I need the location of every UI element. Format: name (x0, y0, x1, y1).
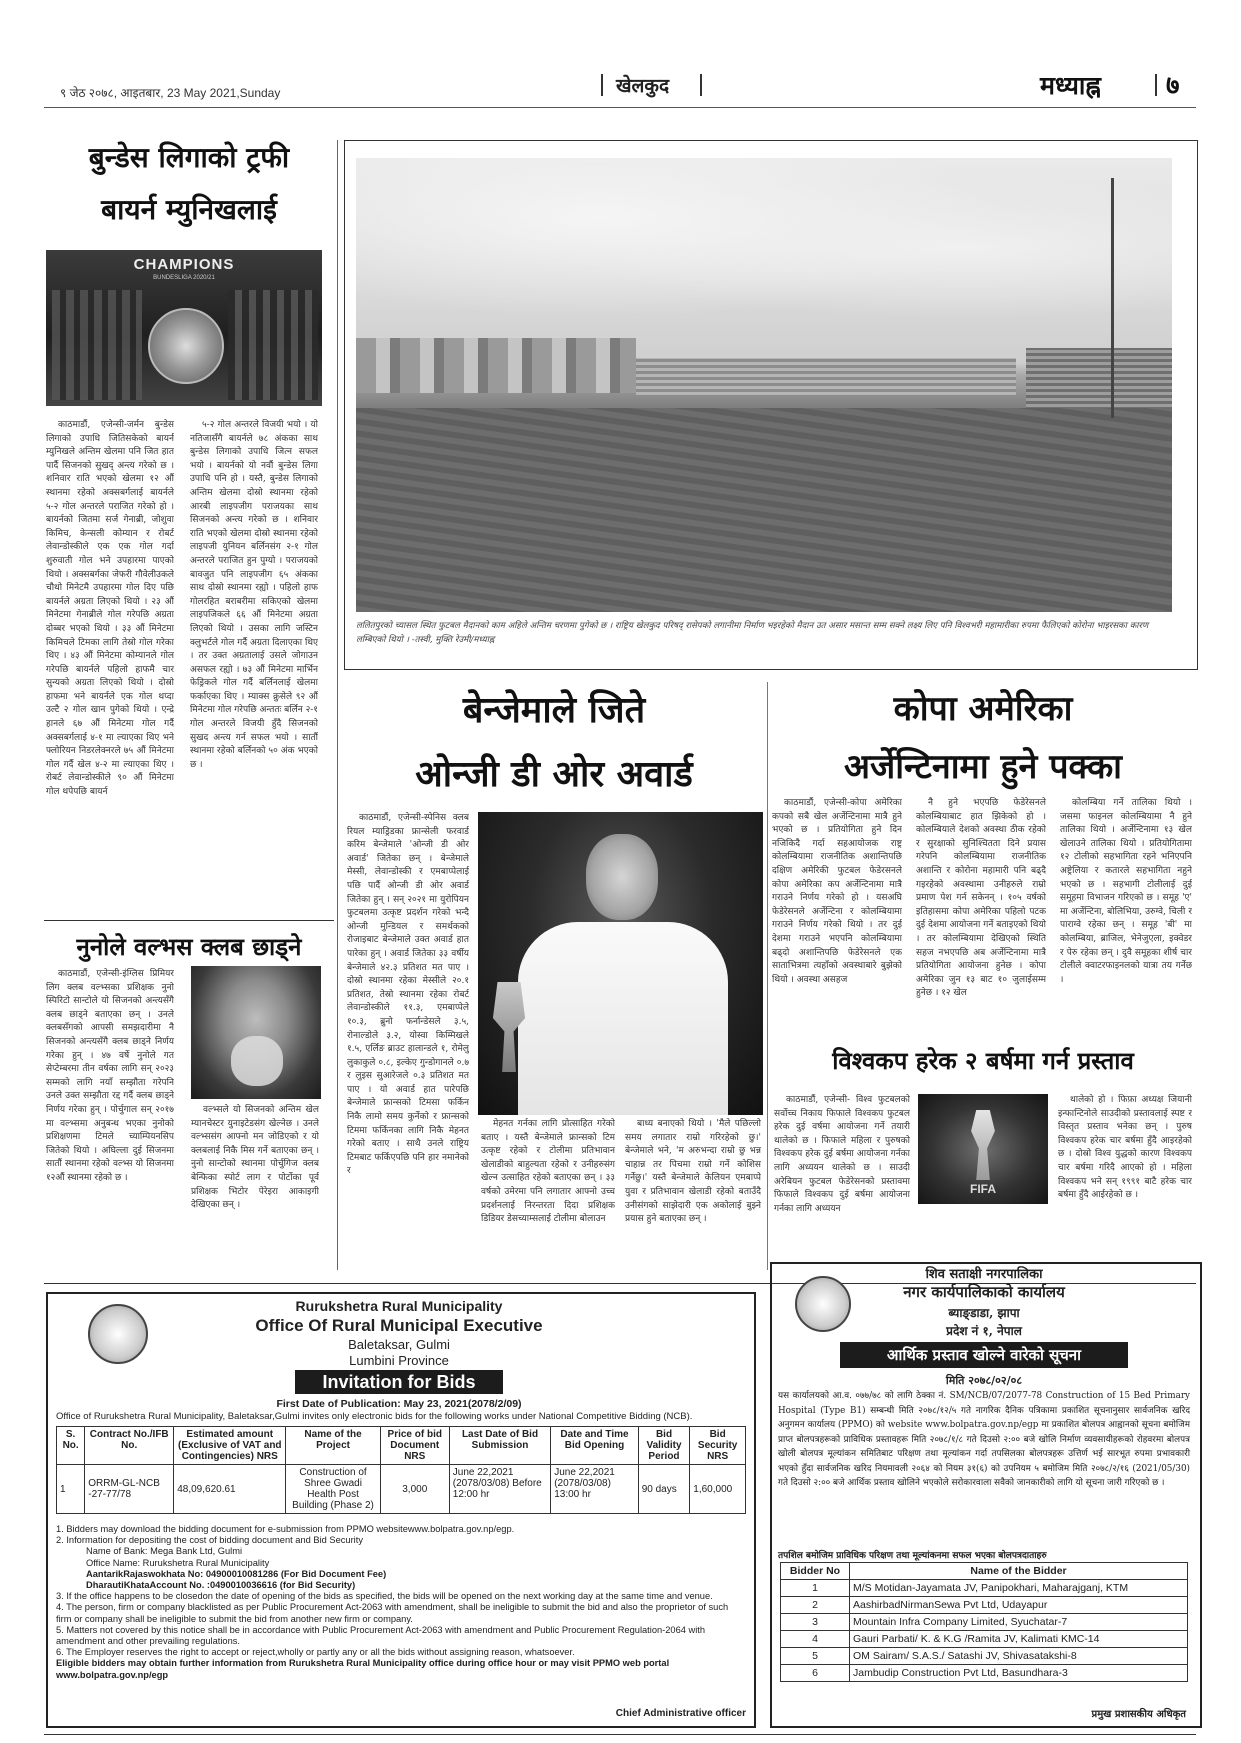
shivsatakshi-signature: प्रमुख प्रशासकीय अधिकृत (1091, 1709, 1186, 1720)
bid-table-header (57, 1427, 746, 1465)
fifa-trophy-photo (918, 1094, 1048, 1204)
shivsatakshi-date: मिति २०७८/०२/०८ (945, 1374, 1023, 1387)
benzema-text-3: बाध्य बनाएको थियो । 'मैले पछिल्लो समय लगातार राम्रो गरिरहेको छु।' बेन्जेमाले भने, 'म अरुभन्दा राम्रो छु भन्न चाहान्न तर पिचमा राम्रो गर्ने कोशिस गर्नेछु।' यस्तै बेन्जेमाले केलियन एमबाप्पे युवा र प्रतिभावान खेलाडी रहेको बताउँदै उनीसंगको साझेदारी एक अकोलाई बुझ्ने प्रयास हुने बताएका छन् । (625, 1119, 761, 1225)
cell-project: Construction of Shree Gwadi Health Post Building (Phase 2) (286, 1465, 380, 1514)
shivsatakshi-line3: ब्याङ्डाडा, झापा (948, 1306, 1020, 1320)
col-validity: Bid Validity Period (638, 1427, 690, 1465)
header-section-bar-right (700, 74, 702, 96)
cell-security: 1,60,000 (690, 1465, 746, 1514)
bidders-table-caption: तपशिल बमोजिम प्राविधिक परिक्षण तथा मूल्यांकनमा सफल भएका बोलपत्रदाताहरु (778, 1551, 1047, 1561)
benzema-body-col3 (625, 1118, 761, 1270)
shivsatakshi-line1: शिव सताक्षी नगरपालिका (925, 1267, 1043, 1282)
masthead-logo: मध्याह्न (1040, 71, 1101, 100)
benzema-headline-2: ओन्जी डी ओर अवार्ड (415, 753, 693, 795)
bundesliga-headline-2: बायर्न म्युनिखलाई (101, 193, 277, 226)
worldcup-body-col2 (1058, 1094, 1192, 1244)
note-office: Office Name: Rurukshetra Rural Municipality (86, 1557, 270, 1568)
rurukshetra-line1: Rurukshetra Rural Municipality (295, 1298, 503, 1314)
copa-body-col3 (1060, 797, 1192, 1033)
copa-text-2: नै हुने भएपछि फेडेरेसनले कोलम्बियाबाट हात झिकेको हो । कोलम्बियाले देशको अवस्था ठीक रहेको र सुरक्षाको सुनिश्चितता दिने प्रयास गरेपनि कोलम्बियामा राजनीतिक अशान्ति र कोरोना महामारी पनि बढ्दै गइरहेको अवस्थामा उनीहरुले राम्रो प्रमाण पेश गर्न सकेनन् । १०५ वर्षको इतिहासमा कोपा अमेरिका पहिलो पटक दुई देशमा आयोजना गर्ने बताइएको थियो । तर कोलम्बियामा देखिएको स्थिति सहज नभएपछि अब अर्जेन्टिनामा मात्रै प्रतियोगिता आयोजना हुनेछ । कोपा अमेरिका जुन १३ बाट १० जुलाईसम्म हुनेछ । १२ खेल (916, 798, 1046, 999)
nuno-body-col2 (191, 1104, 319, 1274)
benzema-text-1: काठमाडौं, एजेन्सी-स्पेनिस क्लब रियल म्याड्रिडका फ्रान्सेली फरवार्ड करिम बेन्जेमाले 'ओन्जी डी ओर अवार्ड' जितेका छन् । बेन्जेमाले मेस्सी, लेवान्डोस्की र एमबाप्पेलाई पछि पार्दै ओन्जी डी ओर अवार्ड जितेका हुन् । सन् २०२१ मा युरोपियन फुटबलमा उत्कृष्ट प्रदर्शन गरेको भन्दै ओन्जी मुन्डियल र समर्थकको रोजाइबाट बेन्जेमाले उक्त अवार्ड हात पारेका हुन् । अवार्ड जितेका ३३ वर्षीय बेन्जेमाले ४२.३ प्रतिशत मत पाए । दोस्रो स्थानमा रहेका मेस्सीले २०.१ प्रतिशत, तेस्रो स्थानमा रहेका रोबर्ट लेवान्डोस्कीले ११.३, एमबाप्पेले १०.३, ब्रुनो फर्नान्डेसले ३.५, रोनाल्डोले ३.२, योस्वा किम्मिखले १.५, एर्लिङ ब्राउट हालान्डले १, रोमेलु लुकाकुले ०.८, इल्केए गुन्डोगानले ०.७ र लुइस सुआरेजले ०.३ प्रतिशत मत पाए । यो अवार्ड हात पारेपछि बेन्जेमाले फ्रान्सको टिमसा फर्किन निकै लामो समय कुर्नेको र फ्रान्सको टिममा फर्किनका लागि निकै मेहनत गरेको बताए । साथै उनले राष्ट्रिय टिमबाट फर्किएपछि पनि हार नमानेको र (347, 813, 469, 1177)
table-row (781, 1648, 1188, 1665)
bundesliga-body-col2 (190, 419, 318, 919)
note-2: 2. Information for depositing the cost of bidding document and Bid Security (56, 1535, 363, 1546)
cell-validity: 90 days (638, 1465, 690, 1514)
bidder-name: Jambudip Construction Pvt Ltd, Basundhara-3 (850, 1665, 1188, 1682)
nuno-text-1: काठमाडौं, एजेन्सी-इंग्लिस प्रिमियर लिग क्लब वल्भ्सका प्रशिक्षक नुनो स्पिरिटो सान्टोले यो सिजनको अन्त्यसँगै क्लब छाड्ने बताएका छन् । उनले क्लबसँगको आपसी समझदारीमा नै सिजनको अन्त्यसँगै क्लब छाड्ने निर्णय गरेका हुन् । ४७ वर्षे नुनोले गत सेप्टेम्बरमा तीन वर्षका लागि सन् २०२३ सम्मको लागि नयाँ सम्झौता गरेपनि उनले उक्त सम्झौता रद्द गर्दै क्लब छाड्ने निर्णय गरेका हुन् । पोर्चुगाल सन् २०१७ मा वल्भ्समा अनुबन्ध भएका नुनोको प्रशिक्षणमा टिमले च्याम्पियनसिप जितेको थियो । अघिल्ला दुई सिजनमा सातौं स्थानमा रहेको वल्भ्स यो सिजनमा १२औं स्थानमा रहेको छ । (46, 969, 174, 1183)
header-date: ९ जेठ २०७८, आइतबार, 23 May 2021,Sunday (60, 86, 281, 100)
worldcup-text-2: थालेको हो । फिफ़ा अध्यक्ष जियानी इन्फान्टिनोले साउदीको प्रस्तावलाई स्पष्ट र विस्तृत प्रस्ताव भनेका छन् । पुरुष विश्वकप हरेक चार बर्षमा हुँदै आइरहेको छ । दोस्रो विश्व युद्धको कारण विश्वकप चार बर्षमा गरिदै आएको हो । महिला विश्वकप भने सन् १९९१ बाटै हरेक चार बर्षमा हुँदै आईरहेको छ । (1058, 1095, 1192, 1201)
worldcup-trophy-icon (966, 1110, 1000, 1180)
invitation-title: Invitation for Bids (295, 1370, 503, 1394)
col-price: Price of bid Document NRS (380, 1427, 449, 1465)
copa-text-3: कोलम्बिया गर्ने तालिका थियो । जसमा फाइनल कोलम्बियामा नै हुने तालिका थियो । अर्जेन्टिनामा १३ खेल खेलाउने तालिका थियो । प्रतियोगितामा १२ टोलीको सहभागिता रहने भनिएपनि अष्ट्रेलिया र कतारले सहभागिता नहुने भएको छ । सहभागी टोलीलाई दुई समूहमा विभाजन गरिएको छ । समूह 'ए' मा अर्जेन्टिना, बोलिभिया, उरुग्वे, चिली र पाराग्वे रहेका छन् । समूह 'बी' मा कोलम्बिया, ब्राजिल, भेनेजुएला, इक्वेडर र पेरु रहेका छन् । दुवै समूहका शीर्ष चार टोलीले क्वाटरफाइनलको यात्रा तय गर्नेछ । (1060, 798, 1192, 985)
copa-headline-2: अर्जेन्टिनामा हुने पक्का (844, 747, 1122, 787)
benzema-text-2: मेहनत गर्नका लागि प्रोत्साहित गरेको बताए । यस्तै बेन्जेमाले फ्रान्सको टिम उत्कृष्ट रहेको र टोलीमा प्रतिभावान खेलाडीको बाहुल्यता रहेको र उनीहरुसंग खेल्न उत्साहित रहेको बताएका छन् । ३३ वर्षको उमेरमा पनि लगातार आफ्नो उच्च प्रदर्शनलाई निरन्तरता दिदा प्रशिक्षक डिडियर डेसच्याम्सलाई टोलीमा बोलाउन (481, 1119, 615, 1225)
rurukshetra-signature: Chief Administrative officer (615, 1708, 746, 1719)
note-7: Eligible bidders may obtain further information from Rurukshetra Rural Municipality office during office hour or may visit PPMO web portal www.bolpatra.gov.np/egp (56, 1658, 670, 1680)
nuno-portrait-photo (191, 966, 321, 1099)
bidder-no: 1 (781, 1580, 850, 1597)
cell-contract: ORRM-GL-NCB -27-77/78 (85, 1465, 174, 1514)
col-project: Name of the Project (286, 1427, 380, 1465)
page-number: ७ (1166, 71, 1180, 101)
bidders-table (780, 1562, 1188, 1682)
col-sno: S. No. (57, 1427, 85, 1465)
cell-opening: June 22,2021 (2078/03/08) 13:00 hr (551, 1465, 638, 1514)
center-column-rule (767, 682, 768, 1270)
copa-body-col1 (772, 797, 902, 1033)
nuno-beard-shape (231, 1036, 283, 1086)
col-last-date: Last Date of Bid Submission (449, 1427, 550, 1465)
col-opening: Date and Time Bid Opening (551, 1427, 638, 1465)
worldcup-text-1: काठमाडौं, एजेन्सी- विश्व फुटबलको सर्वोच्च निकाय फिफाले विश्वकप फुटबल हरेक दुई वर्षमा आयोजना गर्ने तयारी थालेको छ । फिफाले महिला र पुरुषको विश्वकप हरेक दुई बर्षमा आयोजना गर्नका लागि अध्ययन थालेको छ । साउदी अरेबियन फुटबल फेडेरेसनको प्रस्तावमा फिफाले विश्वकप दुई बर्षमा आयोजना गर्नका लागि अध्ययन (774, 1095, 910, 1214)
bundesliga-text-1: काठमाडौं, एजेन्सी-जर्मन बुन्डेस लिगाको उपाधि जितिसकेको बायर्न म्युनिखले अन्तिम खेलमा पनि जित हात पार्दै सिजनको सुखद् अन्त्य गरेको छ । शनिवार राति भएको खेलमा १२ औं स्थानमा रहेको अक्सबर्गलाई बायर्नले ५-२ गोल अन्तरले पराजित गरेको हो । बायर्नको जितमा सर्ज गेनाब्री, जोशुवा किमिच, केन्सली कोम्यान र रोबर्ट लेवान्डोस्कीले एक एक गोल गर्दा शुरुवाती गोल भने उपहारमा पाएको थियो । अक्सबर्गका जेफरी गौवेलीउकले चौथो मिनेटमै उपहारमा गोल दिए पछि बायर्नले अग्रता लिएको थियो । २३ औं मिनेटमा गेनाब्रीले गोल गरेपछि अग्रता दोब्बर भएको थियो । ३३ औं मिनेटमा किमिचले टिमका लागि तेस्रो गोल गरेका थिए । ४३ औं मिनेटमा कोम्यानले गोल गरेपछि बायर्नले पहिलो हाफमै चार सुन्यको अग्रता लिएको थियो । दोस्रो हाफमा भने बायर्नले एक गोल थप्दा उल्टै २ गोल खान पुगेको थियो । एन्द्रे हानले ६७ औं मिनेटमा गोल गर्दै अक्सबर्गलाई ४-१ मा ल्याएका थिए भने फ्लोरियन निडरलेक्नरले ७५ औं मिनेटमा गोल गर्दै खेल ४-२ मा ल्याएका थिए । रोबर्ट लेवान्डोस्कीले ९० औं मिनेटमा गोल थपेपछि बायर्न (46, 420, 174, 798)
left-column-rule (337, 140, 338, 1270)
cell-last-date: June 22,2021 (2078/03/08) Before 12:00 hr (449, 1465, 550, 1514)
header-section-bar-left (601, 74, 603, 96)
bidder-no: 2 (781, 1597, 850, 1614)
stadium-stands (636, 358, 1016, 398)
note-1: 1. Bidders may download the bidding document for e-submission from PPMO websitewww.bolpatra.gov.np/egp. (56, 1524, 515, 1534)
col-contract: Contract No./IFB No. (85, 1427, 174, 1465)
page-bottom-rule (44, 1734, 1196, 1735)
masthead-bar (1155, 74, 1157, 96)
trophy-plate-icon (148, 308, 224, 384)
shivsatakshi-line2: नगर कार्यपालिकाको कार्यालय (903, 1283, 1065, 1301)
bidder-no: 4 (781, 1631, 850, 1648)
benzema-head (586, 834, 658, 920)
bidder-no: 5 (781, 1648, 850, 1665)
pitch-field (356, 408, 1172, 612)
table-row (781, 1614, 1188, 1631)
cell-price: 3,000 (380, 1465, 449, 1514)
copa-body-col2 (916, 797, 1046, 1033)
bayern-champions-photo (46, 250, 322, 406)
players-crowd-right (228, 290, 318, 400)
publication-date: First Date of Publication: May 23, 2021(2078/2/09) (276, 1398, 522, 1410)
rurukshetra-line3: Baletaksar, Gulmi (348, 1337, 450, 1352)
note-revenue-account: AantarikRajaswokhata No: 0490001008128​6 (For Bid Document Fee) (86, 1568, 387, 1579)
bidders-table-header (781, 1563, 1188, 1580)
table-row (781, 1665, 1188, 1682)
bidder-no: 3 (781, 1614, 850, 1631)
benzema-headline-1: बेन्जेमाले जिते (462, 689, 646, 731)
col-estimate: Estimated amount (Exclusive of VAT and Contingencies) NRS (174, 1427, 286, 1465)
champions-photo-subtext: BUNDESLIGA 2020/21 (153, 275, 215, 281)
copa-text-1: काठमाडौं, एजेन्सी-कोपा अमेरिका कपको सबै खेल अर्जेन्टिनामा मात्रै हुने भएको छ । प्रतियोगिता हुने दिन नजिकिदै गर्दा सहआयोजक राष्ट्र कोलम्बियामा राजनीतिक अशान्तिपछि दक्षिण अमेरिकी फुटबल फेडेरसनले कोपा अमेरिका कप अर्जेन्टिनामा मात्रै गराउने निर्णय गरेको हो । यसअघि फेडेरेसनले अर्जेन्टिना र कोलम्बियामा गराउने निर्णय गरेको थियो । तर दुई देशमा गराउने भएपनि कोलम्बियामा बढ्दो अशान्तिपछि फेडेरेसनले एक साताभित्रमा त्यहाँको अवस्थाबारे बुझेको थियो । अवस्था असहज (772, 798, 902, 985)
players-crowd-left (52, 290, 142, 400)
benzema-body-col1 (347, 812, 469, 1270)
worldcup-headline: विश्वकप हरेक २ बर्षमा गर्न प्रस्ताव (832, 1046, 1134, 1075)
bundesliga-body-col1 (46, 419, 174, 955)
header-rule (44, 107, 1196, 108)
note-6: 6. The Employer reserves the right to accept or reject,wholly or partly any or all the bids without assigning reason, whatsoever. (56, 1647, 575, 1658)
bidder-name: OM Sairam/ S.A.S./ Satashi JV, Shivasatakshi-8 (850, 1648, 1188, 1665)
col-bidder-name: Name of the Bidder (850, 1563, 1188, 1580)
worldcup-body-col1 (774, 1094, 910, 1244)
rurukshetra-line2: Office Of Rural Municipal Executive (255, 1316, 543, 1335)
clouds (356, 158, 1172, 358)
cell-estimate: 48,09,620.61 (174, 1465, 286, 1514)
table-row (781, 1631, 1188, 1648)
table-row (781, 1580, 1188, 1597)
col-security: Bid Security NRS (690, 1427, 746, 1465)
benzema-award-photo (478, 812, 763, 1115)
table-row (781, 1597, 1188, 1614)
shivsatakshi-title: आर्थिक प्रस्ताव खोल्ने वारेको सूचना (840, 1342, 1128, 1368)
nuno-top-rule (44, 920, 334, 921)
bid-table (56, 1426, 746, 1514)
note-4: 4. The person, firm or company blacklisted as per Public Procurement Act-2063 with amendment, shall be ineligible to submit the bid and also the proprietor of such firm or company shall be ineligible to submit the bid from another new firm or company. (56, 1602, 729, 1624)
benzema-body-col2 (481, 1118, 615, 1270)
bundesliga-text-2: ५-२ गोल अन्तरले विजयी भयो । यो नतिजासँगै बायर्नले ७८ अंकका साथ बुन्डेस लिगाको उपाधि जित्न सफल भयो । बायर्नको यो नवौं बुन्डेस लिगा उपाधि पनि हो । यस्तै, बुन्डेस लिगाको अन्तिम खेलमा दोस्रो स्थानमा रहेको आरबी लाइपजीग पराजयका साथ सिजनको अन्त्य गरेको छ । शनिवार राति भएको खेलमा दोस्रो स्थानमा रहेको लाइपजी युनियन बर्लिनसंग २-१ गोल अन्तरले पराजित हुन पुग्यो । पराजयको बावजुत पनि लाइपजीग ६५ अंकका साथ दोस्रो स्थानमा रह्यो । पहिलो हाफ गोलरहित बराबरीमा सकिएको खेलमा लाइपजिकले ६६ औं मिनेटमा अग्रता लिएको थियो । उसका लागि जस्टिन क्लुभर्टले गोल गर्दै अग्रता दिलाएका थिए । तर उक्त अग्रतालाई उसले जोगाउन असफल रह्यो । ७३ औं मिनेटमा मार्भिन फेड्रिकले गोल गर्दै बर्लिनलाई खेलमा फर्काएका थिए । म्याक्स क्रुसेले ९२ औं मिनेटमा गोल गरेपछि अन्ततः बर्लिन २-१ गोल अन्तरले विजयी हुँदै सिजनको सुखद अन्त्य गर्न सफल भयो । सातौं स्थानमा रहेको बर्लिनको ५० अंक भएको छ । (190, 420, 318, 770)
nuno-body-col1 (46, 968, 174, 1274)
note-deposit-account: DharautiKhataAccount No. :0490010036616 (for Bid Security) (86, 1580, 356, 1591)
bidder-name: Gauri Parbati/ K. & K.G /Ramita JV, Kalimati KMC-14 (850, 1631, 1188, 1648)
stadium-photo (356, 158, 1172, 612)
note-5: 5. Matters not covered by this notice shall be in accordance with Public Procurement Act-2063 with amendment and Public Procurement Regulation-2064 with amendment and other prevailing regulations. (56, 1624, 706, 1647)
shivsatakshi-line4: प्रदेश नं १, नेपाल (946, 1324, 1022, 1338)
stadium-buildings (356, 338, 636, 393)
bidder-name: M/S Motidan-Jayamata JV, Panipokhari, Maharajganj, KTM (850, 1580, 1188, 1597)
col-bidder-no: Bidder No (781, 1563, 850, 1580)
ncb-intro: Office of Rurukshetra Rural Municipality, Baletaksar,Gulmi invites only electronic bids for the following works under National Competitive Bidding (NCB). (56, 1411, 693, 1422)
champions-photo-text: CHAMPIONS (133, 256, 235, 273)
rurukshetra-notes (56, 1524, 746, 1681)
floodlight-pole (1111, 178, 1114, 418)
benzema-shirt (518, 922, 728, 1115)
nuno-headline: नुनोले वल्भस क्लब छाड्ने (76, 932, 302, 961)
cell-sno: 1 (57, 1465, 85, 1514)
note-bank: Name of Bank: Mega Bank Ltd, Gulmi (86, 1546, 243, 1557)
bidder-no: 6 (781, 1665, 850, 1682)
bidder-name: AashirbadNirmanSewa Pvt Ltd, Udayapur (850, 1597, 1188, 1614)
header-section: खेलकुद (616, 75, 670, 97)
fifa-logo-text: FIFA (970, 1182, 996, 1196)
nuno-text-2: वल्भ्सले यो सिजनको अन्तिम खेल म्यानचेस्टर युनाइटेडसंग खेल्नेछ । उनले वल्भ्ससंग आफ्नो मन जोडिएको र यो क्लबलाई निकै मिस गर्ने बताएका छन् । नुनो सान्टोको स्थानमा पोर्चुगिज क्लब बेन्फिका स्पोर्ट लाग र पोर्टोका पूर्व प्रशिक्षक भिटोर पेरेइरा आकाइगी देखिएका छन् । (191, 1105, 319, 1211)
rurukshetra-line4: Lumbini Province (349, 1353, 449, 1368)
table-row (57, 1465, 746, 1514)
stadium-photo-caption: ललितपुरको च्यासल स्थित फुटबल मैदानको काम अहिले अन्तिम चरणमा पुगेको छ । राष्ट्रिय खेलकुद परिषद् रासेपको लगानीमा निर्माण भइरहेको मैदान उत असार मसान्त सम्म सक्ने लक्ष्य लिए पनि विश्वभरी महामारीका रुपमा फैलिएको कोरोना भाइरसका कारण लम्बिएको थियो । -तस्वी, मुक्ति रेउमी/मध्याह्न (356, 621, 1149, 645)
copa-headline-1: कोपा अमेरिका (893, 689, 1073, 729)
shivsatakshi-body: यस कार्यालयको आ.व. ०७७/७८ को लागि ठेक्का नं. SM/NCB/07/2077-78 Construction of 15 Bed Primary Hospital (Type B1) सम्बन्धी मिति २०७८/१२/५ गते नागरिक दैनिक पत्रिकामा प्रकाशित सूचनानुसार सार्वजनिक खरिद अनुगमन कार्यालय (PPMO) को website www.bolpatra.gov.np/egp मा प्रकाशित बोलपत्र आह्वानको सूचना बमोजिम प्राप्त बोलपत्रहरूको प्राविधिक प्रस्तावहरू मिति २०७८/१/८ गते दिउसो २:०० बजे खोलि निर्माण व्यवसायीहरूको रोहवरमा बोलपत्र खोली बोलपत्र मूल्यांकन समितिबाट परिक्षण तथा मूल्यांकन गर्दा तपसिलका बोलपत्रहरू उत्तिर्ण भई सारभूत रुपमा प्रभावकारी भएको हुँदा सार्वजनिक खरिद नियमावली २०६४ को नियम ३१(६) को उपनियम ५ बमोजिम मिति २०७८/२/१६ (2021/05/30) गते दिउसो २:०० बजे आर्थिक प्रस्ताव खोलिने भएकोले सरोकारवाला सवैको जानकारीको लागि यो सूचना जारी गरिएको छ । (778, 1391, 1190, 1488)
bidder-name: Mountain Infra Company Limited, Syuchatar-7 (850, 1614, 1188, 1631)
note-3: 3. If the office happens to be closedon the date of opening of the bids as specified, the bids will be opened on the next working day at the same time and venue. (56, 1591, 713, 1602)
bundesliga-headline-1: बुन्डेस लिगाको ट्रफी (88, 141, 290, 174)
